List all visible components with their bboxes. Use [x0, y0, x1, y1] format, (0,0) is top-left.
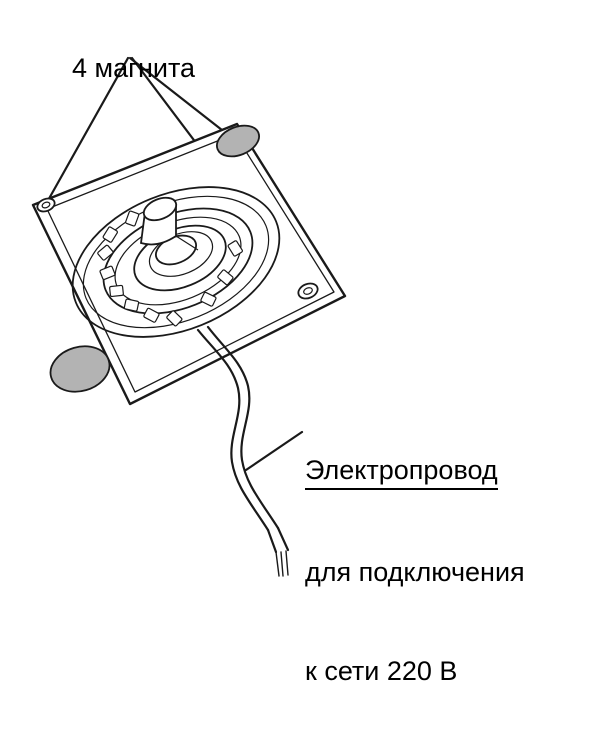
cord-label-line-2: для подключения	[305, 557, 525, 587]
annotation-cord-label	[305, 388, 525, 754]
vent-slot	[110, 285, 124, 296]
annotation-magnets-label	[42, 20, 195, 116]
cord-label-row-1	[305, 454, 525, 490]
cord-bare-wires	[276, 551, 288, 576]
cord-jacket-end-right	[278, 528, 288, 550]
cord-label-line-3: к сети 220 В	[305, 656, 458, 686]
leader-line-cord-path	[246, 432, 302, 470]
magnets-label-text: 4 магнита	[72, 53, 196, 83]
cord-label-line-1: Электропровод	[305, 454, 498, 490]
leader-line-cord	[246, 432, 302, 470]
vent-slot	[124, 299, 139, 311]
cord-jacket-end-left	[268, 530, 276, 552]
